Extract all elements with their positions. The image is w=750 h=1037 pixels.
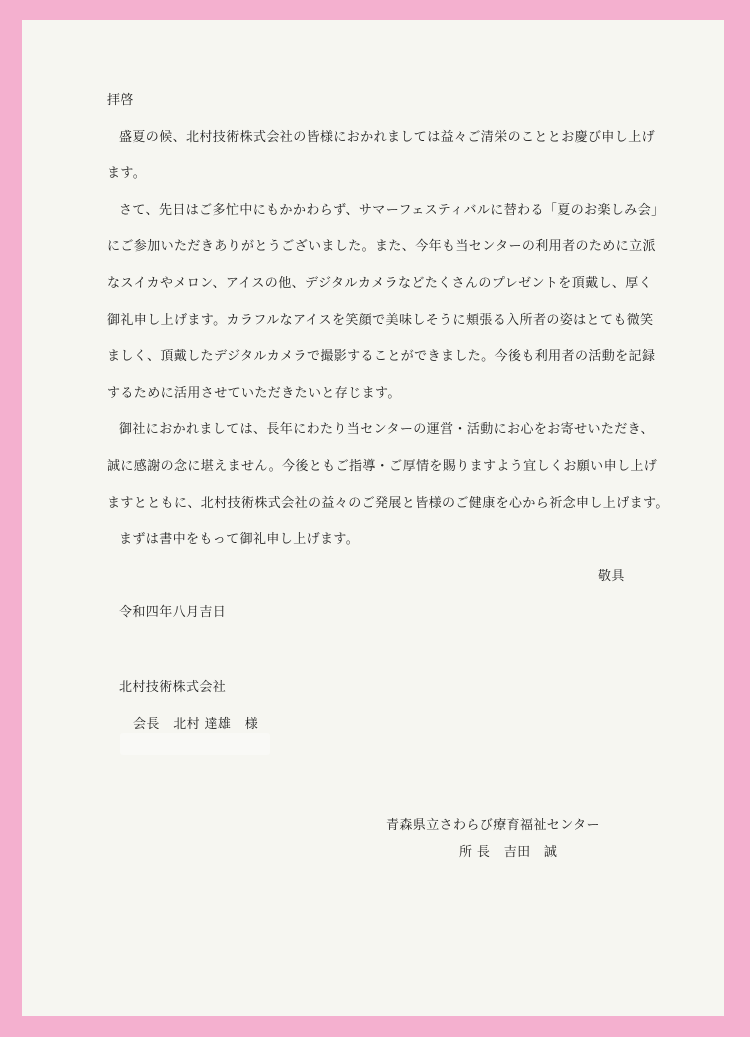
sender-organization: 青森県立さわらび療育福祉センター bbox=[386, 818, 600, 833]
recipient-person: 会長 北村 達雄 様 bbox=[133, 717, 259, 732]
paragraph-2-line-1: さて、先日はご多忙中にもかかわらず、サマーフェスティバルに替わる「夏のお楽しみ会」 bbox=[119, 203, 665, 218]
paragraph-4: まずは書中をもって御礼申し上げます。 bbox=[119, 532, 360, 547]
paragraph-2-line-4: 御礼申し上げます。カラフルなアイスを笑顔で美味しそうに頬張る入所者の姿はとても微笑 bbox=[107, 313, 654, 328]
paragraph-2-line-5: ましく、頂戴したデジタルカメラで撮影することができました。今後も利用者の活動を記録 bbox=[107, 349, 656, 364]
sender-person: 所 長 吉田 誠 bbox=[459, 845, 558, 860]
paragraph-2-line-2: にご参加いただきありがとうございました。また、今年も当センターの利用者のために立派 bbox=[107, 239, 656, 254]
smudge-mark bbox=[120, 733, 270, 755]
salutation: 拝啓 bbox=[107, 93, 134, 108]
paragraph-1-line-1: 盛夏の候、北村技術株式会社の皆様におかれましては益々ご清栄のこととお慶び申し上げ bbox=[119, 130, 656, 145]
date: 令和四年八月吉日 bbox=[119, 605, 227, 620]
recipient-company: 北村技術株式会社 bbox=[119, 680, 227, 695]
paragraph-3-line-2: 誠に感謝の念に堪えません。今後ともご指導・ご厚情を賜りますよう宜しくお願い申し上げ bbox=[107, 459, 658, 474]
paragraph-2-line-3: なスイカやメロン、アイスの他、デジタルカメラなどたくさんのプレゼントを頂戴し、厚く bbox=[107, 276, 653, 291]
closing: 敬具 bbox=[598, 569, 625, 584]
paragraph-3-line-3: ますとともに、北村技術株式会社の益々のご発展と皆様のご健康を心から祈念申し上げます。 bbox=[107, 496, 669, 511]
paragraph-2-line-6: するために活用させていただきたいと存じます。 bbox=[107, 386, 401, 401]
paragraph-3-line-1: 御社におかれましては、長年にわたり当センターの運営・活動にお心をお寄せいただき、 bbox=[119, 422, 654, 437]
paragraph-1-line-2: ます。 bbox=[107, 166, 147, 181]
